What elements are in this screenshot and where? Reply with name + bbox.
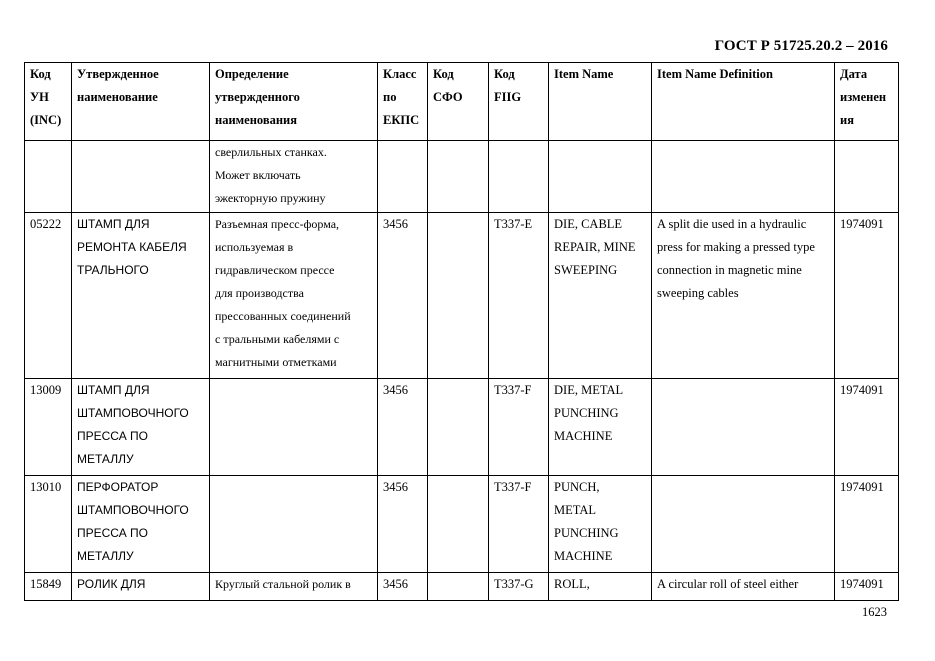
cell-text-line: ROLL, <box>554 577 590 591</box>
header-sfo-code <box>428 63 489 141</box>
cell-definition <box>210 573 378 601</box>
cell-text-line: Дата <box>840 67 868 81</box>
cell-text-line: эжекторную пружину <box>215 191 326 205</box>
cell-text-line: Код <box>30 67 51 81</box>
cell-text-line: РОЛИК ДЛЯ <box>77 577 146 591</box>
cell-text-line: press for making a pressed type <box>657 240 815 254</box>
page-number: 1623 <box>862 605 887 619</box>
cell-definition <box>210 476 378 573</box>
cell-text-line: наименование <box>77 90 158 104</box>
cell-text-line: Определение <box>215 67 289 81</box>
cell-definition <box>210 379 378 476</box>
cell-text-line: с тральными кабелями с <box>215 332 340 346</box>
cell-date <box>835 476 899 573</box>
cell-text-line: сверлильных станках. <box>215 145 327 159</box>
header-definition <box>210 63 378 141</box>
cell-approved-name <box>72 213 210 379</box>
cell-text-line: A circular roll of steel either <box>657 577 799 591</box>
cell-text-line: ШТАМП ДЛЯ <box>77 383 150 397</box>
cell-text-line: магнитными отметками <box>215 355 337 369</box>
cell-text-line: REPAIR, MINE <box>554 240 636 254</box>
cell-text-line: MACHINE <box>554 549 613 563</box>
cell-text-line: используемая в <box>215 240 294 254</box>
cell-text-line: PUNCHING <box>554 406 619 420</box>
cell-text-line: DIE, CABLE <box>554 217 623 231</box>
cell-item-name <box>549 379 652 476</box>
cell-text-line: 1974091 <box>840 217 884 231</box>
cell-text-line: ия <box>840 113 854 127</box>
cell-fiig <box>489 213 549 379</box>
cell-text-line: СФО <box>433 90 463 104</box>
cell-sfo <box>428 213 489 379</box>
cell-text-line: ЕКПС <box>383 113 420 127</box>
cell-text-line: 1974091 <box>840 480 884 494</box>
cell-class <box>378 573 428 601</box>
cell-text-line: по <box>383 90 397 104</box>
cell-text-line: Класс <box>383 67 417 81</box>
cell-text-line: наименования <box>215 113 298 127</box>
document-standard-header: ГОСТ Р 51725.20.2 – 2016 <box>714 38 888 54</box>
cell-text-line: 05222 <box>30 217 62 231</box>
cell-text-line: РЕМОНТА КАБЕЛЯ <box>77 240 187 254</box>
cell-fiig <box>489 379 549 476</box>
cell-sfo <box>428 573 489 601</box>
table-row <box>25 213 899 379</box>
cell-text-line: Может включать <box>215 168 301 182</box>
cell-text-line: (INC) <box>30 113 62 127</box>
cell-text-line: SWEEPING <box>554 263 618 277</box>
cell-text-line: УН <box>30 90 49 104</box>
cell-class <box>378 213 428 379</box>
cell-approved-name <box>72 379 210 476</box>
cell-class <box>378 476 428 573</box>
cell-approved-name <box>72 476 210 573</box>
table-row <box>25 476 899 573</box>
item-name-registry-table <box>24 62 899 601</box>
header-inc <box>25 63 72 141</box>
header-item-name <box>549 63 652 141</box>
cell-text-line: ТРАЛЬНОГО <box>77 263 149 277</box>
table-header-row <box>25 63 899 141</box>
header-fiig-code <box>489 63 549 141</box>
cell-item-name <box>549 476 652 573</box>
cell-text-line: Item Name <box>554 67 614 81</box>
cell-text-line: Круглый стальной ролик в <box>215 577 351 591</box>
cell-text-line: PUNCH, <box>554 480 600 494</box>
cell-definition <box>210 141 378 213</box>
cell-text-line: DIE, METAL <box>554 383 624 397</box>
cell-text-line: PUNCHING <box>554 526 619 540</box>
cell-text-line: METAL <box>554 503 597 517</box>
cell-text-line: sweeping cables <box>657 286 739 300</box>
cell-text-line: 3456 <box>383 577 408 591</box>
cell-fiig <box>489 573 549 601</box>
cell-text-line: ПЕРФОРАТОР <box>77 480 159 494</box>
cell-text-line: изменен <box>840 90 887 104</box>
cell-item-definition <box>652 379 835 476</box>
cell-text-line: утвержденного <box>215 90 300 104</box>
table-row <box>25 573 899 601</box>
header-item-name-definition <box>652 63 835 141</box>
cell-text-line: 3456 <box>383 217 408 231</box>
cell-date <box>835 213 899 379</box>
cell-text-line: ПРЕССА ПО <box>77 429 148 443</box>
cell-definition <box>210 213 378 379</box>
cell-item-name <box>549 213 652 379</box>
cell-sfo <box>428 379 489 476</box>
cell-date <box>835 141 899 213</box>
header-class <box>378 63 428 141</box>
cell-class <box>378 141 428 213</box>
cell-text-line: FIIG <box>494 90 522 104</box>
cell-text-line: 13009 <box>30 383 62 397</box>
table-row <box>25 379 899 476</box>
cell-inc <box>25 141 72 213</box>
header-change-date <box>835 63 899 141</box>
cell-date <box>835 573 899 601</box>
cell-text-line: прессованных соединений <box>215 309 351 323</box>
cell-text-line: T337-E <box>494 217 533 231</box>
cell-inc <box>25 213 72 379</box>
cell-class <box>378 379 428 476</box>
cell-text-line: 3456 <box>383 383 408 397</box>
cell-item-name <box>549 573 652 601</box>
cell-sfo <box>428 141 489 213</box>
cell-text-line: ШТАМПОВОЧНОГО <box>77 406 189 420</box>
cell-inc <box>25 476 72 573</box>
cell-text-line: 13010 <box>30 480 62 494</box>
cell-text-line: connection in magnetic mine <box>657 263 802 277</box>
cell-text-line: T337-F <box>494 383 532 397</box>
cell-inc <box>25 573 72 601</box>
cell-item-name <box>549 141 652 213</box>
cell-text-line: T337-F <box>494 480 532 494</box>
cell-date <box>835 379 899 476</box>
cell-sfo <box>428 476 489 573</box>
header-approved-name <box>72 63 210 141</box>
cell-text-line: ПРЕССА ПО <box>77 526 148 540</box>
cell-text-line: Разъемная пресс-форма, <box>215 217 340 231</box>
cell-inc <box>25 379 72 476</box>
cell-approved-name <box>72 573 210 601</box>
cell-text-line: MACHINE <box>554 429 613 443</box>
cell-text-line: МЕТАЛЛУ <box>77 549 134 563</box>
cell-text-line: Item Name Definition <box>657 67 773 81</box>
cell-text-line: Код <box>494 67 515 81</box>
cell-text-line: T337-G <box>494 577 534 591</box>
cell-approved-name <box>72 141 210 213</box>
cell-fiig <box>489 141 549 213</box>
cell-text-line: Код <box>433 67 454 81</box>
cell-text-line: ШТАМП ДЛЯ <box>77 217 150 231</box>
cell-text-line: A split die used in a hydraulic <box>657 217 807 231</box>
cell-item-definition <box>652 476 835 573</box>
cell-text-line: 1974091 <box>840 577 884 591</box>
cell-text-line: МЕТАЛЛУ <box>77 452 134 466</box>
cell-fiig <box>489 476 549 573</box>
table-row <box>25 141 899 213</box>
cell-text-line: 3456 <box>383 480 408 494</box>
cell-text-line: Утвержденное <box>77 67 159 81</box>
cell-text-line: 15849 <box>30 577 62 591</box>
cell-item-definition <box>652 141 835 213</box>
cell-text-line: для производства <box>215 286 304 300</box>
cell-item-definition <box>652 573 835 601</box>
cell-text-line: ШТАМПОВОЧНОГО <box>77 503 189 517</box>
cell-text-line: гидравлическом прессе <box>215 263 335 277</box>
cell-item-definition <box>652 213 835 379</box>
cell-text-line: 1974091 <box>840 383 884 397</box>
